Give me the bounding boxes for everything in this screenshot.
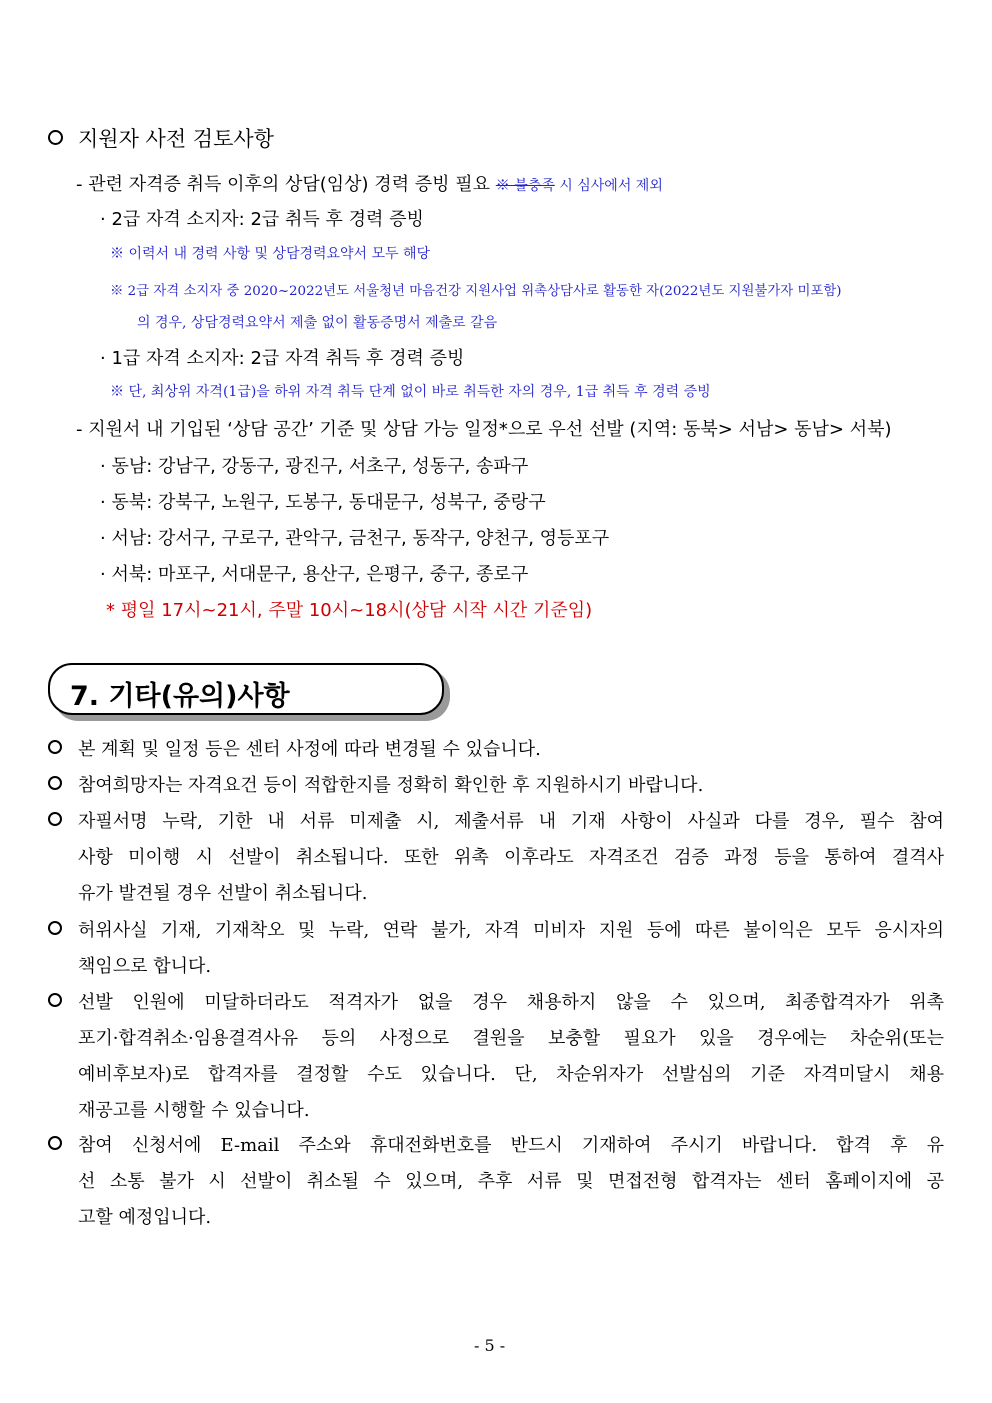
circle-bullet-icon [48, 812, 62, 826]
notice-item-5 [48, 985, 948, 1129]
notice-line: 허위사실 기재, 기재착오 및 누락, 연락 불가, 자격 미비자 지원 등에 따른 불이익은 모두 응시자의 [78, 920, 944, 941]
notice-line: 고할 예정입니다. [78, 1207, 212, 1228]
circle-bullet-icon [48, 740, 62, 754]
notice-line: 예비후보자)로 합격자를 결정할 수도 있습니다. 단, 차순위자가 선발심의 기준 자격미달시 채용 [78, 1064, 944, 1085]
notice-item-6 [48, 1128, 948, 1236]
requirement-text: - 관련 자격증 취득 이후의 상담(임상) 경력 증빙 필요 [76, 174, 496, 195]
circle-bullet-icon [48, 776, 62, 790]
level2-note-2a: ※ 2급 자격 소지자 중 2020~2022년도 서울청년 마음건강 지원사업 위촉상담사로 활동한 자(2022년도 지원불가자 미포함) [110, 284, 842, 299]
level1-title: · 1급 자격 소지자: 2급 자격 취득 후 경력 증빙 [100, 348, 465, 369]
notice-line: 사항 미이행 시 선발이 취소됩니다. 또한 위촉 이후라도 자격조건 검증 과정 등을 통하여 결격사 [78, 847, 944, 868]
notice-line: 재공고를 시행할 수 있습니다. [78, 1100, 310, 1121]
page-number: - 5 - [474, 1336, 506, 1355]
circle-bullet-icon [48, 921, 62, 935]
notice-item-2 [48, 768, 948, 804]
region-northwest: · 서북: 마포구, 서대문구, 용산구, 은평구, 중구, 종로구 [100, 564, 529, 585]
priority-line: - 지원서 내 기입된 ‘상담 공간’ 기준 및 상담 가능 일정*으로 우선 선발 (지역: 동북> 서남> 동남> 서북) [76, 419, 892, 440]
notice-line: 선 소통 불가 시 선발이 취소될 수 있으며, 추후 서류 및 면접전형 합격자는 센터 홈페이지에 공 [78, 1171, 944, 1192]
notice-line: 포기·합격취소·임용결격사유 등의 사정으로 결원을 보충할 필요가 있을 경우에는 차순위(또는 [78, 1028, 944, 1049]
notice-line: 자필서명 누락, 기한 내 서류 미제출 시, 제출서류 내 기재 사항이 사실과 다를 경우, 필수 참여 [78, 811, 944, 832]
level2-note-1: ※ 이력서 내 경력 사항 및 상담경력요약서 모두 해당 [110, 246, 431, 262]
notice-item-4 [48, 913, 948, 985]
region-northeast: · 동북: 강북구, 노원구, 도봉구, 동대문구, 성북구, 중랑구 [100, 492, 546, 513]
notice-line: 참여희망자는 자격요건 등이 적합한지를 정확히 확인한 후 지원하시기 바랍니다. [78, 775, 704, 796]
review-heading: 지원자 사전 검토사항 [78, 127, 274, 151]
requirement-note-strike: ※ 불충족 [495, 178, 555, 194]
notice-line: 유가 발견될 경우 선발이 취소됩니다. [78, 883, 368, 904]
schedule-note: * 평일 17시~21시, 주말 10시~18시(상담 시작 시간 기준임) [106, 600, 593, 621]
region-southwest: · 서남: 강서구, 구로구, 관악구, 금천구, 동작구, 양천구, 영등포구 [100, 528, 610, 549]
requirement-line [76, 170, 663, 196]
circle-bullet-icon [48, 1136, 62, 1150]
circle-bullet-icon [48, 993, 62, 1007]
notice-item-3 [48, 804, 948, 912]
notice-item-1 [48, 732, 948, 768]
section-title: 7. 기타(유의)사항 [70, 681, 290, 712]
circle-bullet-icon [48, 130, 63, 145]
region-southeast: · 동남: 강남구, 강동구, 광진구, 서초구, 성동구, 송파구 [100, 456, 529, 477]
notice-line: 참여 신청서에 E-mail 주소와 휴대전화번호를 반드시 기재하여 주시기 바랍니다. 합격 후 유 [78, 1135, 944, 1156]
level1-note: ※ 단, 최상위 자격(1급)을 하위 자격 취득 단계 없이 바로 취득한 자의 경우, 1급 취득 후 경력 증빙 [110, 384, 711, 400]
level2-title: · 2급 자격 소지자: 2급 취득 후 경력 증빙 [100, 209, 424, 230]
notice-line: 본 계획 및 일정 등은 센터 사정에 따라 변경될 수 있습니다. [78, 739, 541, 760]
level2-note-2b: 의 경우, 상담경력요약서 제출 없이 활동증명서 제출로 갈음 [137, 315, 498, 331]
notice-line: 선발 인원에 미달하더라도 적격자가 없을 경우 채용하지 않을 수 있으며, 최종합격자가 위촉 [78, 992, 944, 1013]
requirement-note: 시 심사에서 제외 [554, 178, 663, 194]
notice-line: 책임으로 합니다. [78, 956, 212, 977]
